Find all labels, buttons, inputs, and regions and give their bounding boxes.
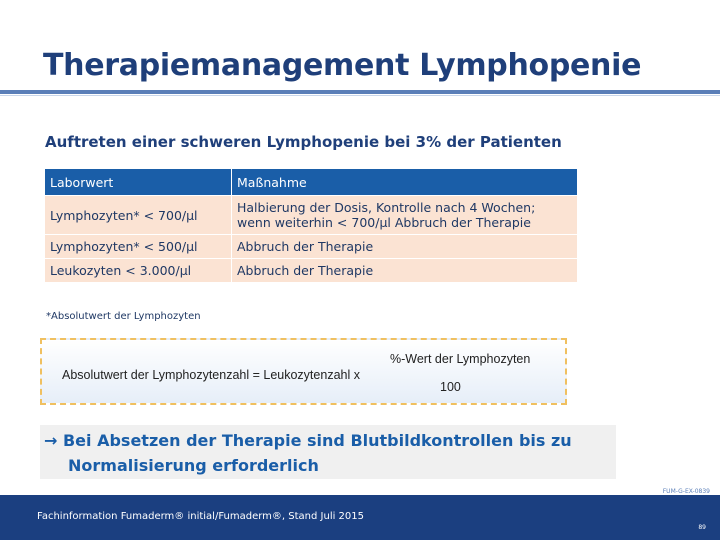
formula-denominator: 100: [440, 380, 461, 394]
footer-bar: [0, 495, 720, 540]
formula-numerator: %-Wert der Lymphozyten: [390, 352, 531, 366]
table-row: [45, 235, 578, 259]
formula-left-side: Absolutwert der Lymphozytenzahl = Leukozytenzahl x: [62, 368, 360, 382]
callout-box: [40, 425, 616, 479]
page-title: Therapiemanagement Lymphopenie: [43, 48, 642, 83]
table-cell-massnahme: [232, 196, 578, 235]
footer-source: Fachinformation Fumaderm® initial/Fumaderm®, Stand Juli 2015: [37, 511, 365, 522]
table-cell-massnahme: Abbruch der Therapie: [232, 235, 578, 259]
table-footnote: *Absolutwert der Lymphozyten: [46, 311, 201, 322]
table-row: [45, 259, 578, 283]
page-number: 89: [698, 524, 706, 531]
cell-line: Halbierung der Dosis, Kontrolle nach 4 Wochen;: [237, 200, 536, 215]
callout-line-2: Normalisierung erforderlich: [68, 456, 319, 475]
formula-box: [40, 338, 567, 405]
table-header-row: [45, 169, 578, 196]
table-cell-laborwert: Lymphozyten* < 500/µl: [45, 235, 232, 259]
cell-line: wenn weiterhin < 700/µl Abbruch der Therapie: [237, 215, 531, 230]
lab-values-table: [44, 168, 578, 283]
table-row: [45, 196, 578, 235]
title-divider-thin: [0, 95, 720, 96]
document-code: FUM-G-EX-0839: [662, 488, 710, 495]
header-laborwert: Laborwert: [45, 169, 232, 196]
table-cell-massnahme: Abbruch der Therapie: [232, 259, 578, 283]
header-massnahme: Maßnahme: [232, 169, 578, 196]
callout-line-1: → Bei Absetzen der Therapie sind Blutbildkontrollen bis zu: [44, 431, 572, 450]
table-cell-laborwert: Leukozyten < 3.000/µl: [45, 259, 232, 283]
section-subtitle: Auftreten einer schweren Lymphopenie bei 3% der Patienten: [45, 133, 562, 151]
table-cell-laborwert: Lymphozyten* < 700/µl: [45, 196, 232, 235]
title-divider: [0, 90, 720, 94]
